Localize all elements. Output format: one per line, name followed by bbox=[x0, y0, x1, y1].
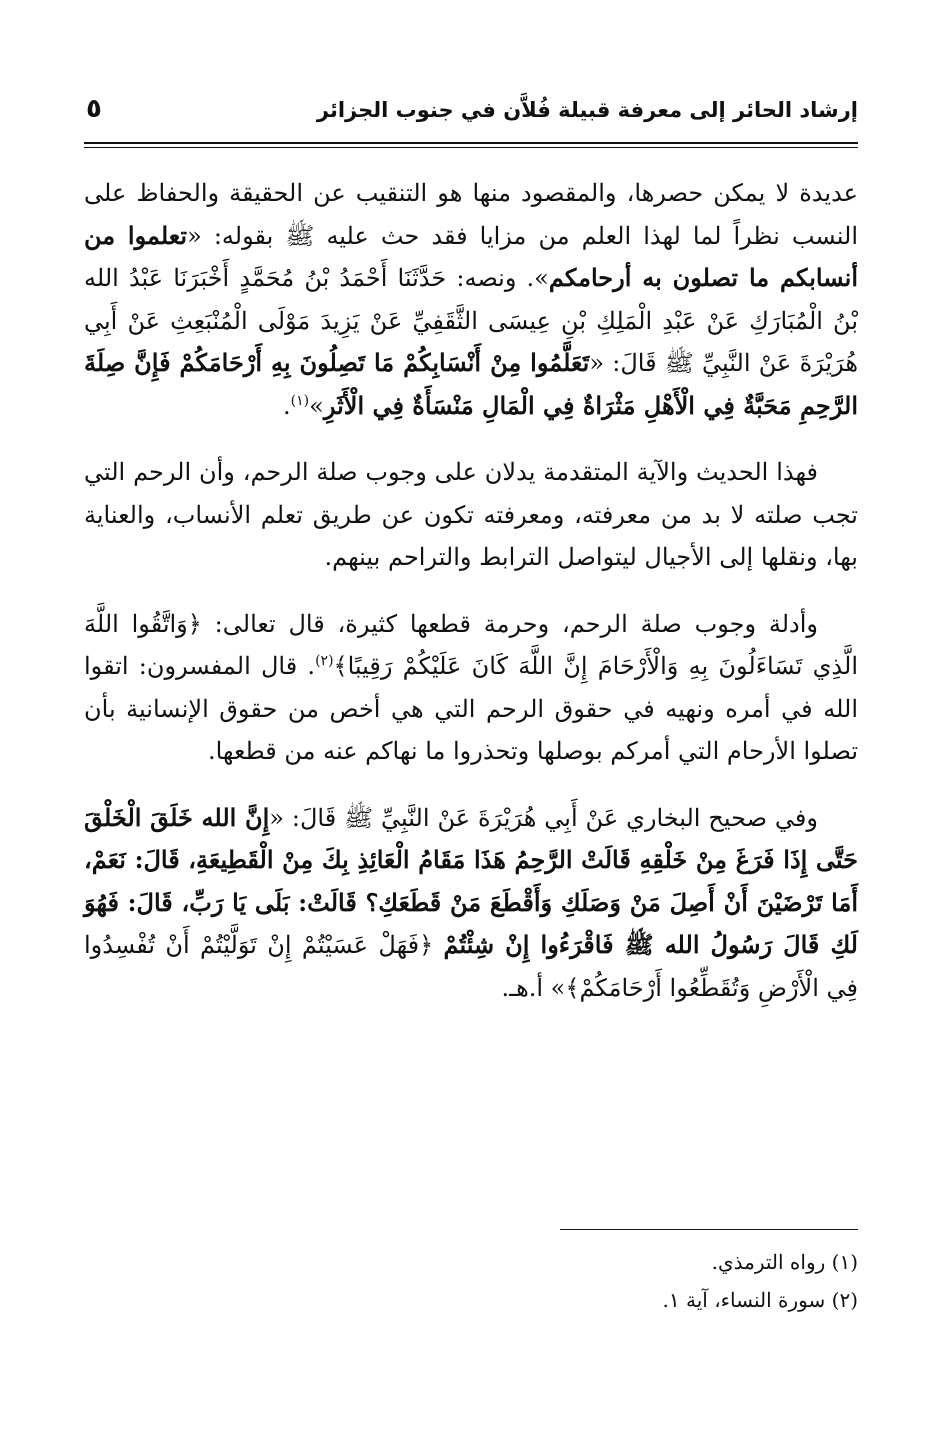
quran-verse-1: ﴿وَاتَّقُوا اللَّهَ الَّذِي تَسَاءَلُونَ بِهِ وَالْأَرْحَامَ إِنَّ اللَّهَ كَانَ عَلَيْكُمْ رَقِيبًا﴾ bbox=[84, 609, 858, 680]
running-header bbox=[84, 92, 858, 136]
paragraph-3: وأدلة وجوب صلة الرحم، وحرمة قطعها كثيرة، قال تعالى: ﴿وَاتَّقُوا اللَّهَ الَّذِي تَسَاءَلُونَ بِهِ وَالْأَرْحَامَ إِنَّ اللَّهَ كَانَ عَلَيْكُمْ رَقِيبًا﴾$^{(٢)}$. قال المفسرون: اتقوا الله في أمره ونهيه في حقوق الرحم التي هي أخص من حقوق الإنسانية بأن تصلوا الأرحام التي أمركم بوصلها وتحذروا ما نهاكم عنه من قطعها. bbox=[84, 609, 858, 765]
quran-verse-2: ﴿فَهَلْ عَسَيْتُمْ إِنْ تَوَلَّيْتُمْ أَنْ تُفْسِدُوا فِي الْأَرْضِ وَتُقَطِّعُوا أَرْحَامَكُمْ﴾ bbox=[84, 931, 858, 1002]
paragraph-1: عديدة لا يمكن حصرها، والمقصود منها هو التنقيب عن الحقيقة والحفاظ على النسب نظراً لما لهذا العلم من مزايا فقد حث عليه ﷺ بقوله: «تعلموا من أنسابكم ما تصلون به أرحامكم». ونصه: حَدَّثَنَا أَحْمَدُ بْنُ مُحَمَّدٍ أَخْبَرَنَا عَبْدُ الله بْنُ الْمُبَارَكِ عَنْ عَبْدِ الْمَلِكِ بْنِ عِيسَى الثَّقَفِيِّ عَنْ يَزِيدَ مَوْلَى الْمُنْبَعِثِ عَنْ أَبِي هُرَيْرَةَ عَنْ النَّبِيِّ ﷺ قَالَ: «تَعَلَّمُوا مِنْ أَنْسَابِكُمْ مَا تَصِلُونَ بِهِ أَرْحَامَكُمْ فَإِنَّ صِلَةَ الرَّحِمِ مَحَبَّةٌ فِي الْأَهْلِ مَثْرَاةٌ فِي الْمَالِ مَنْسَأَةٌ فِي الْأَثَرِ»$^{(١)}$. bbox=[84, 179, 859, 420]
footnote-rule bbox=[560, 1229, 858, 1230]
footnote-ref-2: (٢) bbox=[315, 653, 334, 669]
hadith-bold-2: تَعَلَّمُوا مِنْ أَنْسَابِكُمْ مَا تَصِلُونَ بِهِ أَرْحَامَكُمْ فَإِنَّ صِلَةَ الرَّحِمِ مَحَبَّةٌ فِي الْأَهْلِ مَثْرَاةٌ فِي الْمَالِ مَنْسَأَةٌ فِي الْأَثَرِ bbox=[84, 348, 858, 420]
header-rule-thick bbox=[84, 142, 858, 144]
page-number: ٥ bbox=[86, 94, 102, 124]
paragraph-2: فهذا الحديث والآية المتقدمة يدلان على وجوب صلة الرحم، وأن الرحم التي تجب صلته لا بد من معرفته، ومعرفته تكون عن طريق تعلم الأنساب، والعناية بها، ونقلها إلى الأجيال ليتواصل الترابط والتراحم بينهم. bbox=[84, 458, 858, 571]
paragraph-4: وفي صحيح البخاري عَنْ أَبِي هُرَيْرَةَ عَنْ النَّبِيِّ ﷺ قَالَ: «إِنَّ الله خَلَقَ الْخَلْقَ حَتَّى إِذَا فَرَغَ مِنْ خَلْقِهِ قَالَتْ الرَّحِمُ هَذَا مَقَامُ الْعَائِذِ بِكَ مِنْ الْقَطِيعَةِ، قَالَ: نَعَمْ، أَمَا تَرْضَيْنَ أَنْ أَصِلَ مَنْ وَصَلَكِ وَأَقْطَعَ مَنْ قَطَعَكِ؟ قَالَتْ: بَلَى يَا رَبِّ، قَالَ: فَهُوَ لَكِ قَالَ رَسُولُ الله ﷺ فَاقْرَءُوا إِنْ شِئْتُمْ ﴿فَهَلْ عَسَيْتُمْ إِنْ تَوَلَّيْتُمْ أَنْ تُفْسِدُوا فِي الْأَرْضِ وَتُقَطِّعُوا أَرْحَامَكُمْ﴾» أ.هـ. bbox=[84, 802, 859, 1002]
hadith-bold-1: تعلموا من أنسابكم ما تصلون به أرحامكم bbox=[84, 220, 859, 292]
footnote-ref-1: (١) bbox=[290, 392, 310, 409]
footnote-2: (٢) سورة النساء، آية ١. bbox=[662, 1288, 858, 1312]
footnote-1: (١) رواه الترمذي. bbox=[711, 1250, 858, 1274]
footnotes bbox=[358, 1243, 858, 1319]
hadith-bold-3: إِنَّ الله خَلَقَ الْخَلْقَ حَتَّى إِذَا فَرَغَ مِنْ خَلْقِهِ قَالَتْ الرَّحِمُ هَذَا مَقَامُ الْعَائِذِ بِكَ مِنْ الْقَطِيعَةِ، قَالَ: نَعَمْ، أَمَا تَرْضَيْنَ أَنْ أَصِلَ مَنْ وَصَلَكِ وَأَقْطَعَ مَنْ قَطَعَكِ؟ قَالَتْ: بَلَى يَا رَبِّ، قَالَ: فَهُوَ لَكِ قَالَ رَسُولُ الله ﷺ فَاقْرَءُوا إِنْ شِئْتُمْ bbox=[84, 802, 859, 959]
header-title: إرشاد الحائر إلى معرفة قبيلة فُلاَّن في جنوب الجزائر bbox=[316, 98, 858, 122]
main-text bbox=[84, 172, 858, 1033]
header-rule-thin bbox=[84, 147, 858, 148]
